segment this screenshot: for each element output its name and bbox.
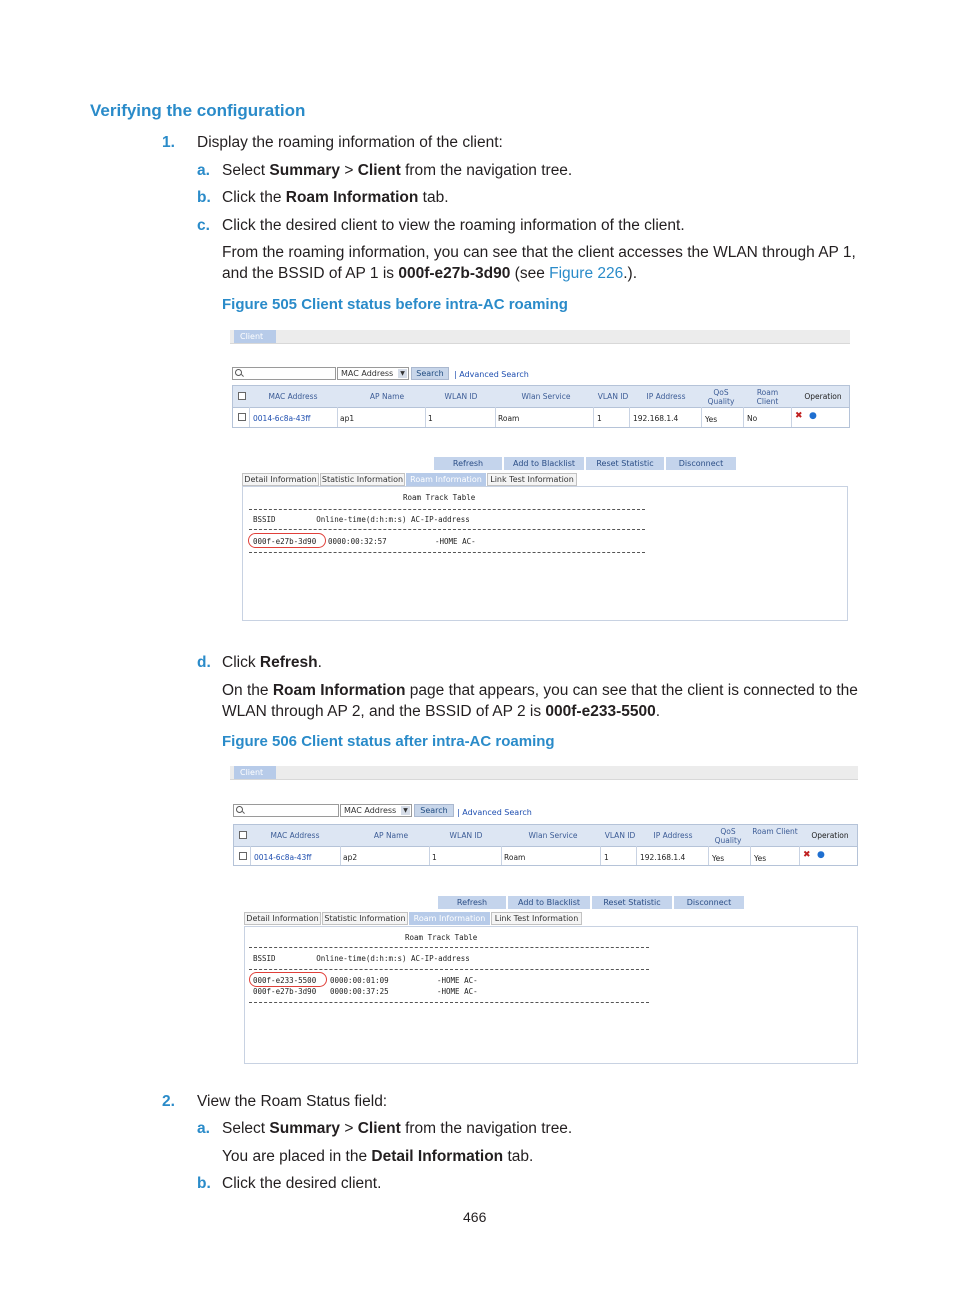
highlight-oval <box>248 533 326 548</box>
figure-505-screenshot <box>230 330 852 625</box>
wlan-id: 1 <box>432 853 437 862</box>
select-all-checkbox[interactable] <box>239 831 247 839</box>
step-number: 1. <box>162 134 175 151</box>
chevron-down-icon: ▼ <box>401 806 410 815</box>
roam-table-header: BSSID Online-time(d:h:m:s) AC-IP-address <box>253 954 470 963</box>
roam-row-bssid: 000f-e27b-3d90 <box>253 987 317 996</box>
paragraph-line: On the Roam Information page that appears, you can see that the client is connected to the <box>222 682 858 699</box>
search-type-select[interactable] <box>337 367 409 380</box>
search-type-value: MAC Address <box>341 369 394 378</box>
ap-name: ap2 <box>343 853 358 862</box>
tab-statistic-information[interactable]: Statistic Information <box>321 475 404 484</box>
paragraph-line: From the roaming information, you can see that the client accesses the WLAN through AP 1, <box>222 244 856 261</box>
substep-label: a. <box>197 1120 210 1137</box>
search-icon <box>236 806 243 813</box>
chevron-down-icon: ▼ <box>398 369 407 378</box>
col-header[interactable]: Wlan Service <box>521 392 571 401</box>
col-header[interactable]: QoS Quality <box>714 827 742 845</box>
search-type-select[interactable] <box>340 804 412 817</box>
blacklist-icon[interactable]: ✖ <box>795 411 803 421</box>
col-header: Operation <box>804 392 842 401</box>
col-header[interactable]: QoS Quality <box>707 388 735 406</box>
mac-address-link[interactable]: 0014-6c8a-43ff <box>254 853 312 862</box>
substep-label: b. <box>197 189 211 206</box>
refresh-button[interactable]: Refresh <box>438 896 506 909</box>
disconnect-button[interactable]: Disconnect <box>666 457 736 470</box>
paragraph-line: and the BSSID of AP 1 is 000f-e27b-3d90 (see Figure 226.). <box>222 265 638 282</box>
col-header: Operation <box>811 831 849 840</box>
highlight-oval <box>249 972 327 987</box>
col-header[interactable]: Roam Client <box>756 388 779 406</box>
col-header[interactable]: MAC Address <box>270 831 320 840</box>
roam-row-bssid: 000f-e233-5500 <box>253 976 317 985</box>
substep-text: Select Summary > Client from the navigation tree. <box>222 162 573 179</box>
details-icon[interactable]: ● <box>817 850 825 860</box>
col-header[interactable]: Roam Client <box>752 827 798 836</box>
add-to-blacklist-button[interactable]: Add to Blacklist <box>508 896 590 909</box>
search-input[interactable] <box>233 804 339 817</box>
search-button[interactable]: Search <box>411 367 449 380</box>
col-header[interactable]: WLAN ID <box>444 392 478 401</box>
add-to-blacklist-button[interactable]: Add to Blacklist <box>504 457 584 470</box>
roam-table-title: Roam Track Table <box>405 933 478 942</box>
ip-address: 192.168.1.4 <box>633 414 679 423</box>
roam-row-time: 0000:00:32:57 <box>328 537 387 546</box>
advanced-search-link[interactable]: | Advanced Search <box>454 370 529 379</box>
roam-track-panel <box>244 926 858 1064</box>
roam-row-time: 0000:00:37:25 <box>330 987 389 996</box>
tab-detail-information[interactable]: Detail Information <box>244 912 321 925</box>
substep-text: Select Summary > Client from the navigation tree. <box>222 1120 573 1137</box>
paragraph-line: WLAN through AP 2, and the BSSID of AP 2 is 000f-e233-5500. <box>222 703 661 720</box>
roam-row-ac: -HOME AC- <box>437 987 478 996</box>
step-number: 2. <box>162 1093 175 1110</box>
substep-label: b. <box>197 1175 211 1192</box>
roam-table-title: Roam Track Table <box>403 493 476 502</box>
substep-text: Click the Roam Information tab. <box>222 189 449 206</box>
refresh-button[interactable]: Refresh <box>434 457 502 470</box>
qos-quality: Yes <box>705 415 718 424</box>
figure-caption: Figure 505 Client status before intra-AC roaming <box>222 296 568 313</box>
vlan-id: 1 <box>597 414 602 423</box>
roam-row-time: 0000:00:01:09 <box>330 976 389 985</box>
substep-text: Click the desired client. <box>222 1175 382 1192</box>
roam-table-header: BSSID Online-time(d:h:m:s) AC-IP-address <box>253 515 470 524</box>
tab-detail-information[interactable]: Detail Information <box>242 473 319 486</box>
wlan-service: Roam <box>498 414 520 423</box>
roam-row-bssid: 000f-e27b-3d90 <box>253 537 317 546</box>
figure-506-screenshot <box>230 766 860 1066</box>
wlan-id: 1 <box>428 414 433 423</box>
search-type-value: MAC Address <box>344 806 397 815</box>
tab-link-test-information[interactable]: Link Test Information <box>491 912 582 925</box>
col-header[interactable]: WLAN ID <box>449 831 483 840</box>
col-header[interactable]: AP Name <box>369 392 405 401</box>
page-number: 466 <box>463 1209 487 1225</box>
step-text: Display the roaming information of the client: <box>197 134 503 151</box>
tab-link-test-information[interactable]: Link Test Information <box>487 473 577 486</box>
reset-statistic-button[interactable]: Reset Statistic <box>592 896 672 909</box>
substep-text: Click Refresh. <box>222 654 322 671</box>
substep-text: Click the desired client to view the roaming information of the client. <box>222 217 685 234</box>
figure-caption: Figure 506 Client status after intra-AC roaming <box>222 733 555 750</box>
step-text: View the Roam Status field: <box>197 1093 388 1110</box>
paragraph-line: You are placed in the Detail Information tab. <box>222 1148 534 1165</box>
col-header[interactable]: IP Address <box>646 392 686 401</box>
col-header[interactable]: Wlan Service <box>528 831 578 840</box>
search-icon <box>235 369 242 376</box>
roam-row-ac: -HOME AC- <box>435 537 476 546</box>
blacklist-icon[interactable]: ✖ <box>803 850 811 860</box>
substep-label: c. <box>197 217 210 234</box>
col-header[interactable]: VLAN ID <box>597 392 629 401</box>
wlan-service: Roam <box>504 853 526 862</box>
disconnect-button[interactable]: Disconnect <box>674 896 744 909</box>
client-tab[interactable]: Client <box>234 766 276 779</box>
details-icon[interactable]: ● <box>809 411 817 421</box>
reset-statistic-button[interactable]: Reset Statistic <box>586 457 664 470</box>
ip-address: 192.168.1.4 <box>640 853 686 862</box>
vlan-id: 1 <box>604 853 609 862</box>
advanced-search-link[interactable]: | Advanced Search <box>457 808 532 817</box>
client-tab[interactable]: Client <box>234 330 276 343</box>
figure-link[interactable]: Figure 226 <box>549 265 624 282</box>
roam-client: Yes <box>754 854 767 863</box>
search-button[interactable]: Search <box>414 804 454 817</box>
select-all-checkbox[interactable] <box>238 392 246 400</box>
tab-roam-information[interactable]: Roam Information <box>409 912 490 925</box>
mac-address-link[interactable]: 0014-6c8a-43ff <box>253 414 311 423</box>
substep-label: a. <box>197 162 210 179</box>
tab-roam-information[interactable]: Roam Information <box>406 473 486 486</box>
col-header[interactable]: MAC Address <box>268 392 318 401</box>
roam-row-ac: -HOME AC- <box>437 976 478 985</box>
tab-statistic-information[interactable]: Statistic Information <box>322 912 408 925</box>
search-input[interactable] <box>232 367 336 380</box>
roam-client: No <box>747 414 758 423</box>
col-header[interactable]: IP Address <box>653 831 693 840</box>
ap-name: ap1 <box>340 414 355 423</box>
row-checkbox[interactable] <box>238 413 246 421</box>
client-tab-bar <box>230 330 850 344</box>
client-table <box>233 824 858 866</box>
qos-quality: Yes <box>712 854 725 863</box>
section-title: Verifying the configuration <box>90 101 306 120</box>
substep-label: d. <box>197 654 211 671</box>
client-table <box>232 385 850 428</box>
col-header[interactable]: AP Name <box>373 831 409 840</box>
col-header[interactable]: VLAN ID <box>604 831 636 840</box>
roam-track-panel <box>242 486 848 621</box>
row-checkbox[interactable] <box>239 852 247 860</box>
client-tab-bar <box>230 766 858 780</box>
